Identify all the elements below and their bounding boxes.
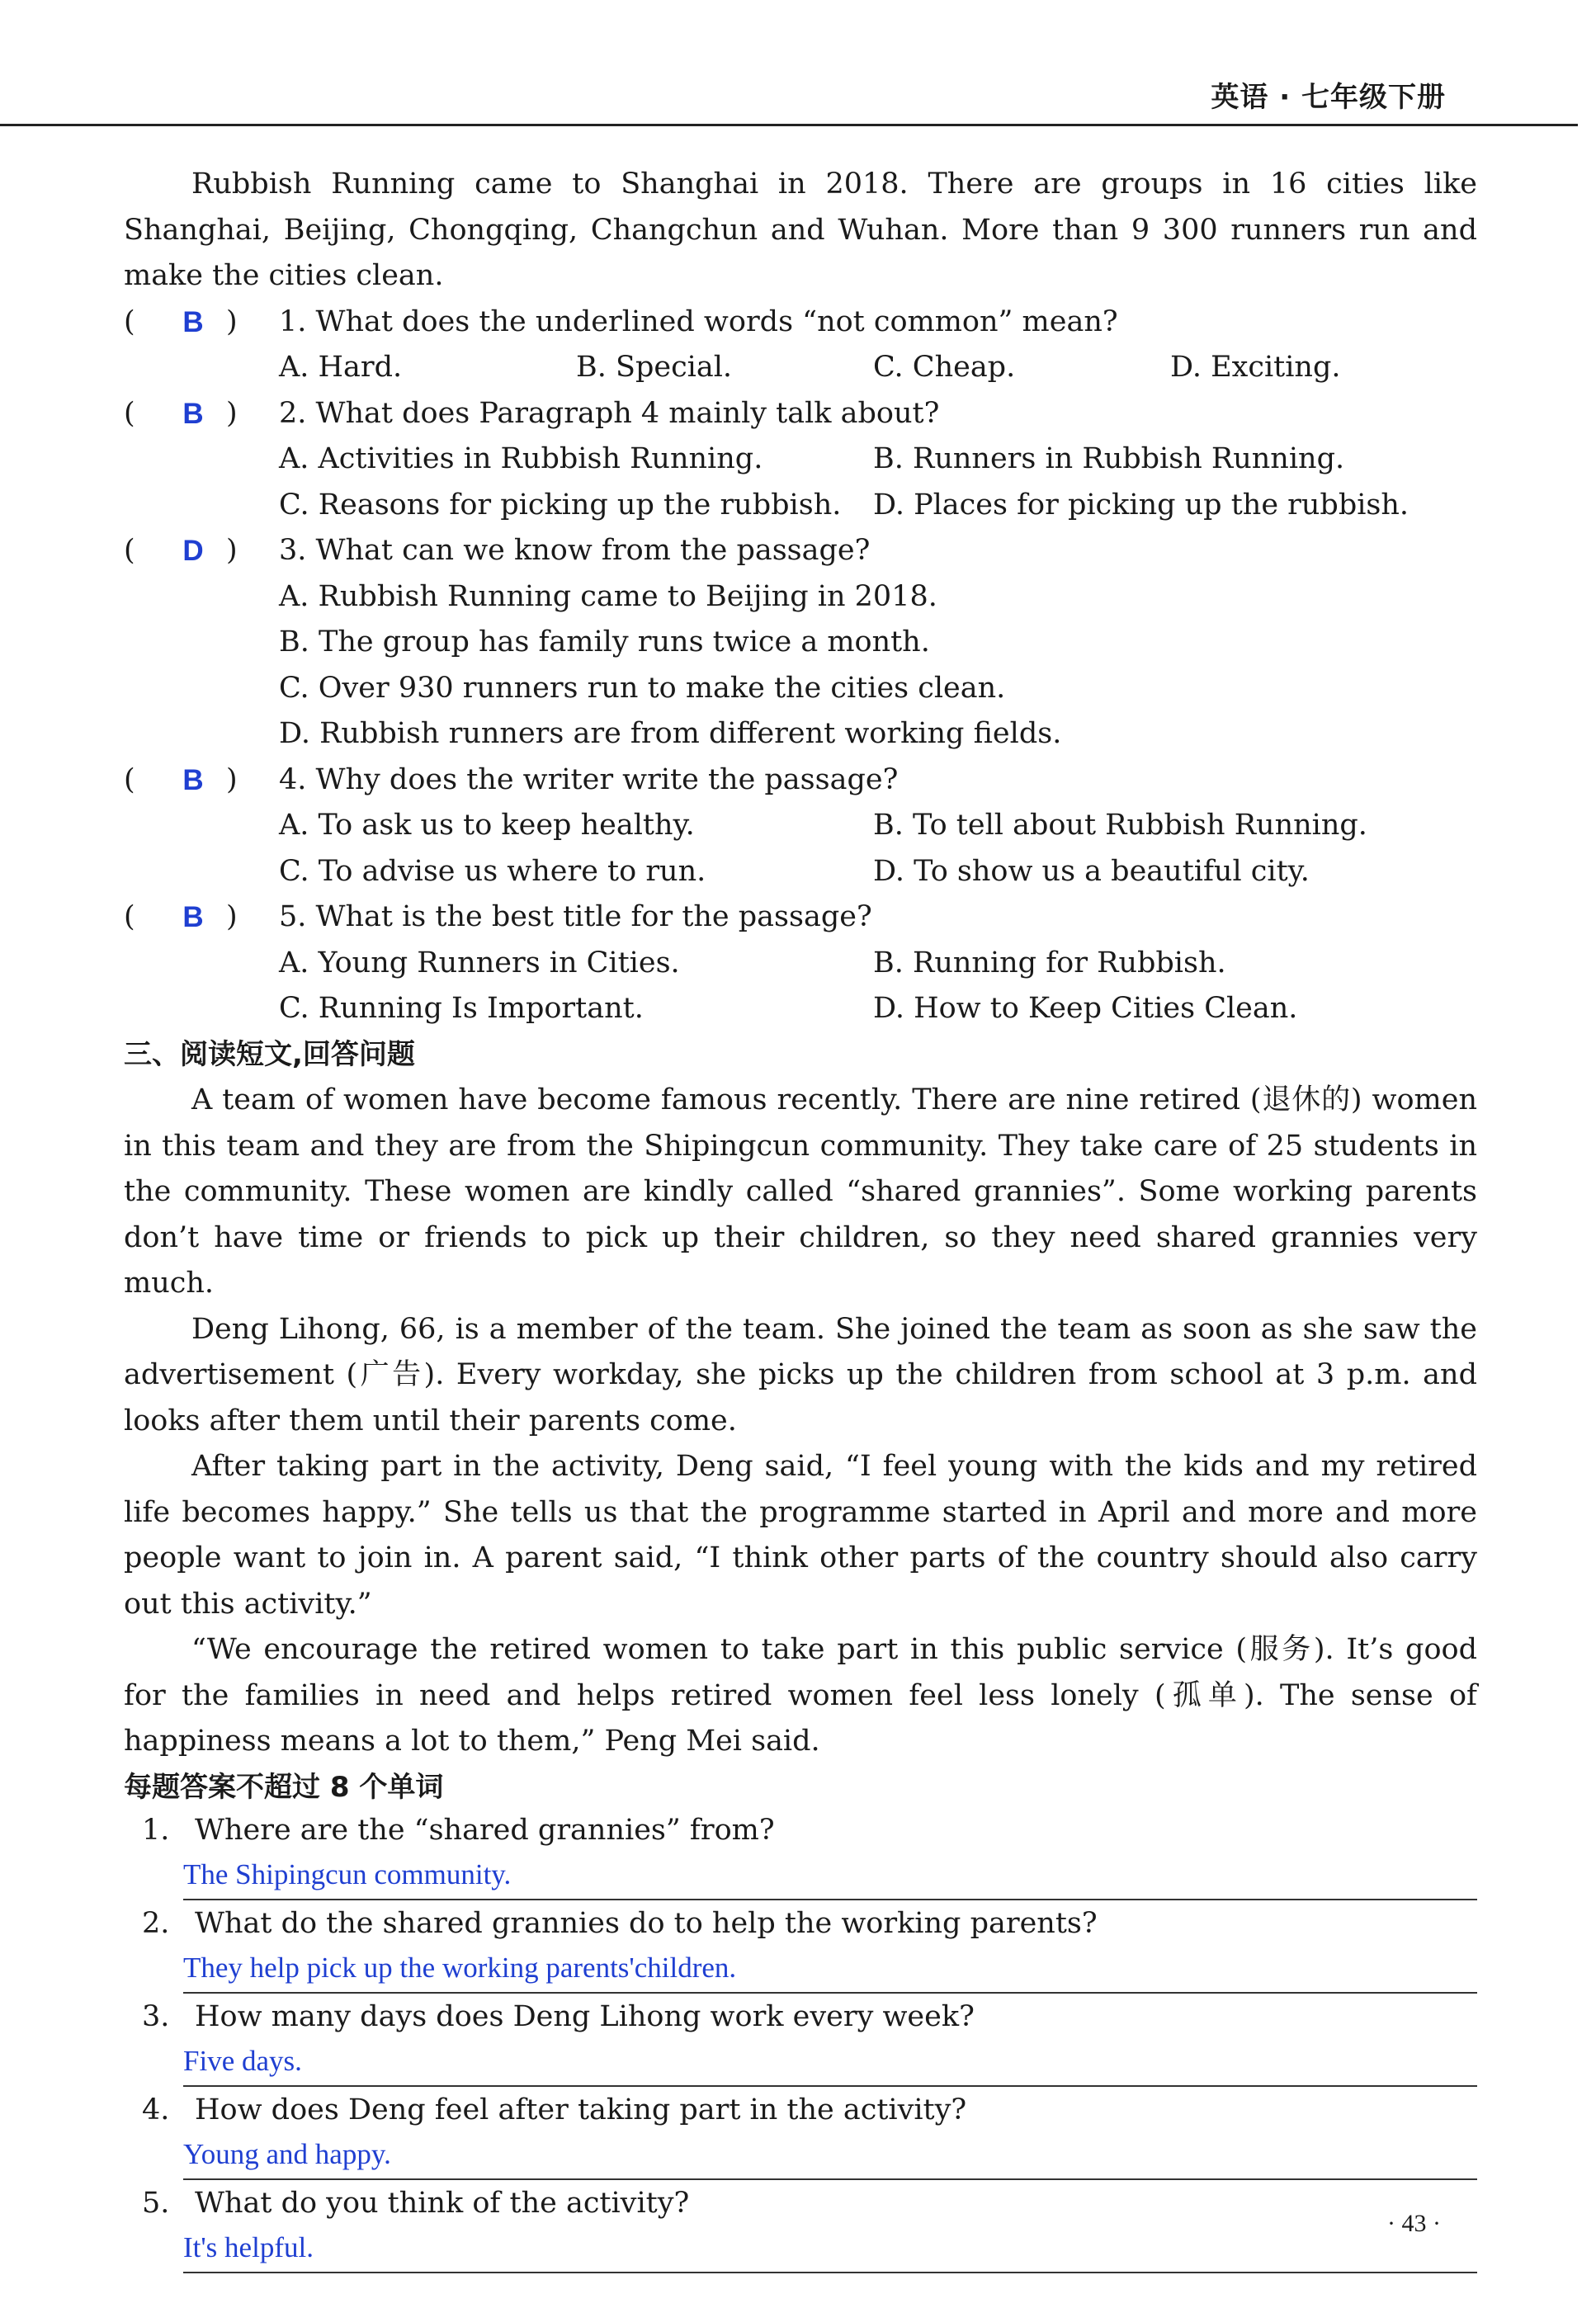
option: B. Special.: [576, 351, 733, 384]
option: D. To show us a beautiful city.: [873, 854, 1310, 888]
question-row: [124, 300, 1477, 346]
page-number: · 43 ·: [1387, 2210, 1441, 2237]
qa-number: 1.: [142, 1813, 170, 1847]
passage-paragraph: A team of women have become famous recently. There are nine retired (退休的) women in this team and they are from the Shipingcun community. They take care of 25 students in the community. These women are kindly called “shared grannies”. Some working parents don’t have time or friends to pick up their children, so they need shared grannies very much.: [124, 1083, 1477, 1300]
question-text: 4. Why does the writer write the passage?: [279, 762, 899, 796]
answer-line[interactable]: Five days.: [183, 2040, 1477, 2087]
multiple-choice-list: [124, 300, 1477, 1032]
option: B. Runners in Rubbish Running.: [873, 442, 1345, 475]
options: [124, 574, 1477, 758]
option: B. To tell about Rubbish Running.: [873, 809, 1367, 842]
answer-choice: B: [182, 305, 204, 338]
option: C. Reasons for picking up the rubbish.: [279, 488, 842, 522]
qa-list: [124, 1810, 1477, 2273]
page-content: [124, 162, 1477, 2273]
option: B. The group has family runs twice a month.: [279, 625, 930, 658]
qa-item: [124, 1904, 1477, 1994]
answer-line[interactable]: The Shipingcun community.: [183, 1853, 1477, 1900]
qa-number: 3.: [142, 1999, 170, 2033]
option: D. Places for picking up the rubbish.: [873, 488, 1409, 522]
answer-bracket: ( D ): [124, 528, 279, 574]
qa-item: [124, 2090, 1477, 2180]
question-row: [124, 758, 1477, 804]
answer-line[interactable]: Young and happy.: [183, 2133, 1477, 2180]
qa-question: What do the shared grannies do to help the working parents?: [195, 1906, 1098, 1940]
qa-item: [124, 1997, 1477, 2087]
section-title: 三、阅读短文,回答问题: [124, 1037, 415, 1071]
answer-choice: B: [182, 901, 204, 933]
question-text: 2. What does Paragraph 4 mainly talk about?: [279, 396, 940, 430]
answer-bracket: ( B ): [124, 758, 279, 804]
reading-passage: [124, 1078, 1477, 1765]
qa-question: How many days does Deng Lihong work every week?: [195, 1999, 975, 2033]
option: B. Running for Rubbish.: [873, 946, 1226, 979]
answer-note: 每题答案不超过 8 个单词: [124, 1770, 444, 1804]
option: C. Running Is Important.: [279, 992, 644, 1025]
intro-paragraph: Rubbish Running came to Shanghai in 2018. There are groups in 16 cities like Shanghai, Beijing, Chongqing, Changchun and Wuhan. More than 9 300 runners run and make the cities clean.: [124, 168, 1477, 292]
qa-item: [124, 2183, 1477, 2273]
page-header: [0, 66, 1578, 126]
qa-question: How does Deng feel after taking part in the activity?: [195, 2093, 967, 2126]
option: A. Rubbish Running came to Beijing in 2018.: [279, 579, 937, 613]
answer-choice: D: [182, 535, 204, 567]
question-row: [124, 528, 1477, 574]
answer-bracket: ( B ): [124, 300, 279, 346]
header-title: 英语 · 七年级下册: [1211, 81, 1446, 114]
answer-choice: B: [182, 763, 204, 796]
question-text: 3. What can we know from the passage?: [279, 534, 871, 567]
qa-question: Where are the “shared grannies” from?: [195, 1813, 775, 1847]
passage-paragraph: “We encourage the retired women to take part in this public service (服务). It’s good for the families in need and helps retired women feel less lonely (孤单). The sense of happiness means a lot to them,” Peng Mei said.: [124, 1633, 1477, 1758]
answer-line[interactable]: They help pick up the working parents'children.: [183, 1947, 1477, 1994]
option: A. To ask us to keep healthy.: [279, 809, 695, 842]
option: C. To advise us where to run.: [279, 854, 706, 888]
question-row: [124, 894, 1477, 941]
qa-item: [124, 1810, 1477, 1900]
qa-number: 2.: [142, 1906, 170, 1940]
qa-question: What do you think of the activity?: [195, 2186, 690, 2220]
question-text: 1. What does the underlined words “not common” mean?: [279, 304, 1118, 338]
question-row: [124, 391, 1477, 437]
passage-paragraph: Deng Lihong, 66, is a member of the team. She joined the team as soon as she saw the advertisement (广告). Every workday, she picks up the children from school at 3 p.m. and looks after them until their parents come.: [124, 1312, 1477, 1437]
options: [124, 803, 1477, 894]
options: [124, 437, 1477, 528]
answer-choice: B: [182, 397, 204, 430]
answer-line[interactable]: It's helpful.: [183, 2226, 1477, 2273]
option: D. Exciting.: [1170, 351, 1341, 384]
option: D. Rubbish runners are from different working fields.: [279, 717, 1062, 750]
option: D. How to Keep Cities Clean.: [873, 992, 1298, 1025]
qa-number: 4.: [142, 2093, 170, 2126]
option: A. Hard.: [279, 351, 403, 384]
options: [124, 345, 1477, 391]
qa-number: 5.: [142, 2186, 170, 2220]
option: C. Over 930 runners run to make the cities clean.: [279, 671, 1006, 705]
options: [124, 941, 1477, 1032]
option: A. Young Runners in Cities.: [279, 946, 680, 979]
passage-paragraph: After taking part in the activity, Deng said, “I feel young with the kids and my retired life becomes happy.” She tells us that the programme started in April and more and more people want to join in. A parent said, “I think other parts of the country should also carry out this activity.”: [124, 1450, 1477, 1621]
option: C. Cheap.: [873, 351, 1016, 384]
answer-bracket: ( B ): [124, 894, 279, 941]
option: A. Activities in Rubbish Running.: [279, 442, 763, 475]
answer-bracket: ( B ): [124, 391, 279, 437]
question-text: 5. What is the best title for the passage?: [279, 900, 872, 933]
